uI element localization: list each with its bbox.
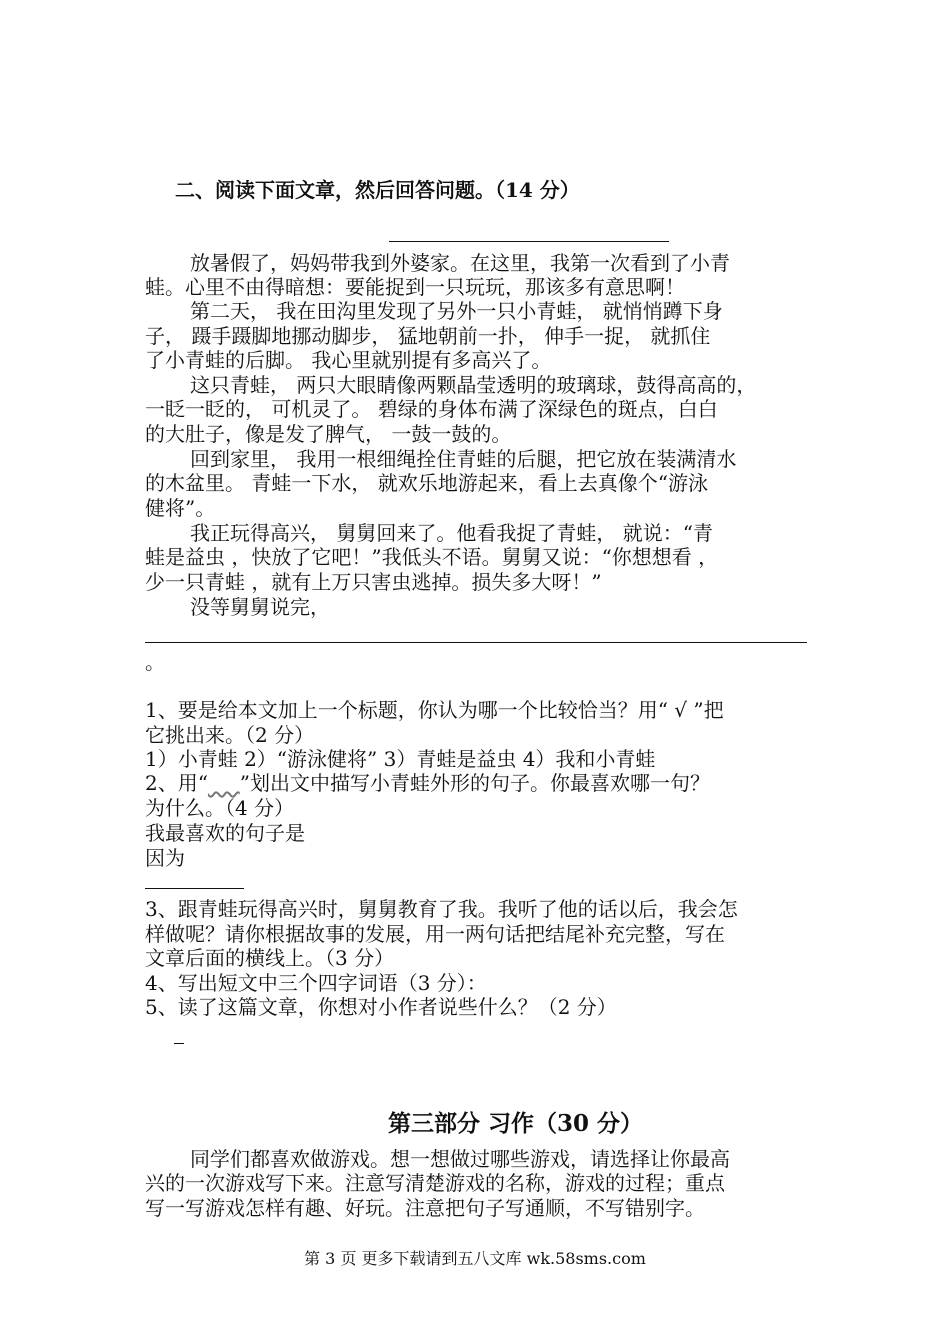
reason-blank-line [145,888,244,889]
passage-line: 的大肚子，像是发了脾气， 一鼓一鼓的。 [145,422,512,446]
title-blank-line [389,241,669,242]
question-4: 4、写出短文中三个四字词语（3 分）： [145,971,487,995]
question-3-cont: 样做呢？请你根据故事的发展，用一两句话把结尾补充完整，写在 [145,922,725,946]
passage-line: 我正玩得高兴， 舅舅回来了。他看我捉了青蛙， 就说：“青 [190,521,713,545]
ending-blank-line [145,642,807,643]
answer-dash [174,1043,184,1044]
question-2-text: ”划出文中描写小青蛙外形的句子。你最喜欢哪一句？ [239,771,710,795]
passage-line: 回到家里， 我用一根细绳拴住青蛙的后腿，把它放在装满清水 [190,447,737,471]
wavy-underline-sample [208,771,240,795]
question-1-cont: 它挑出来。（2 分） [145,723,315,747]
passage-line: 蛙。心里不由得暗想：要能捉到一只玩玩，那该多有意思啊！ [145,275,685,299]
part3-title: 第三部分 习作（30 分） [388,1110,644,1137]
essay-prompt-line: 兴的一次游戏写下来。注意写清楚游戏的名称，游戏的过程；重点 [145,1171,725,1195]
passage-line: 一眨一眨的， 可机灵了。 碧绿的身体布满了深绿色的斑点，白白 [145,397,718,421]
passage-line: 放暑假了，妈妈带我到外婆家。在这里，我第一次看到了小青 [190,251,730,275]
answer-reason-label: 因为 [145,846,185,870]
question-5: 5、读了这篇文章，你想对小作者说些什么？（2 分） [145,995,617,1019]
passage-line: 健将”。 [145,496,216,520]
question-1-options: 1）小青蛙 2）“游泳健将” 3）青蛙是益虫 4）我和小青蛙 [145,747,656,771]
passage-line: 第二天， 我在田沟里发现了另外一只小青蛙， 就悄悄蹲下身 [190,299,723,323]
passage-line: 子， 蹑手蹑脚地挪动脚步， 猛地朝前一扑， 伸手一捉， 就抓住 [145,324,711,348]
question-1: 1、要是给本文加上一个标题，你认为哪一个比较恰当？用“ √ ”把 [145,698,724,722]
question-2-cont: 为什么。（4 分） [145,796,295,820]
essay-prompt-line: 写一写游戏怎样有趣、好玩。注意把句子写通顺，不写错别字。 [145,1196,705,1220]
passage-line: 蛙是益虫 ，快放了它吧！”我低头不语。舅舅又说：“你想想看 ， [145,545,719,569]
passage-line: 的木盆里。 青蛙一下水， 就欢乐地游起来，看上去真像个“游泳 [145,471,708,495]
question-2-prefix: 2、用“ [145,771,208,795]
question-3: 3、跟青蛙玩得高兴时，舅舅教育了我。我听了他的话以后，我会怎 [145,897,738,921]
passage-end-period: 。 [145,650,165,674]
page-footer: 第 3 页 更多下载请到五八文库 wk.58sms.com [304,1249,646,1268]
answer-sentence-label: 我最喜欢的句子是 [145,821,305,845]
question-3-cont: 文章后面的横线上。（3 分） [145,946,395,970]
question-2 [145,771,710,795]
section-title: 二、阅读下面文章，然后回答问题。（14 分） [175,178,580,202]
passage-line: 了小青蛙的后脚。 我心里就别提有多高兴了。 [145,348,552,372]
passage-line: 没等舅舅说完， [190,595,330,619]
passage-line: 少一只青蛙 ，就有上万只害虫逃掉。损失多大呀！” [145,570,602,594]
essay-prompt-line: 同学们都喜欢做游戏。想一想做过哪些游戏，请选择让你最高 [190,1147,730,1171]
passage-line: 这只青蛙， 两只大眼睛像两颗晶莹透明的玻璃球，鼓得高高的， [190,373,757,397]
